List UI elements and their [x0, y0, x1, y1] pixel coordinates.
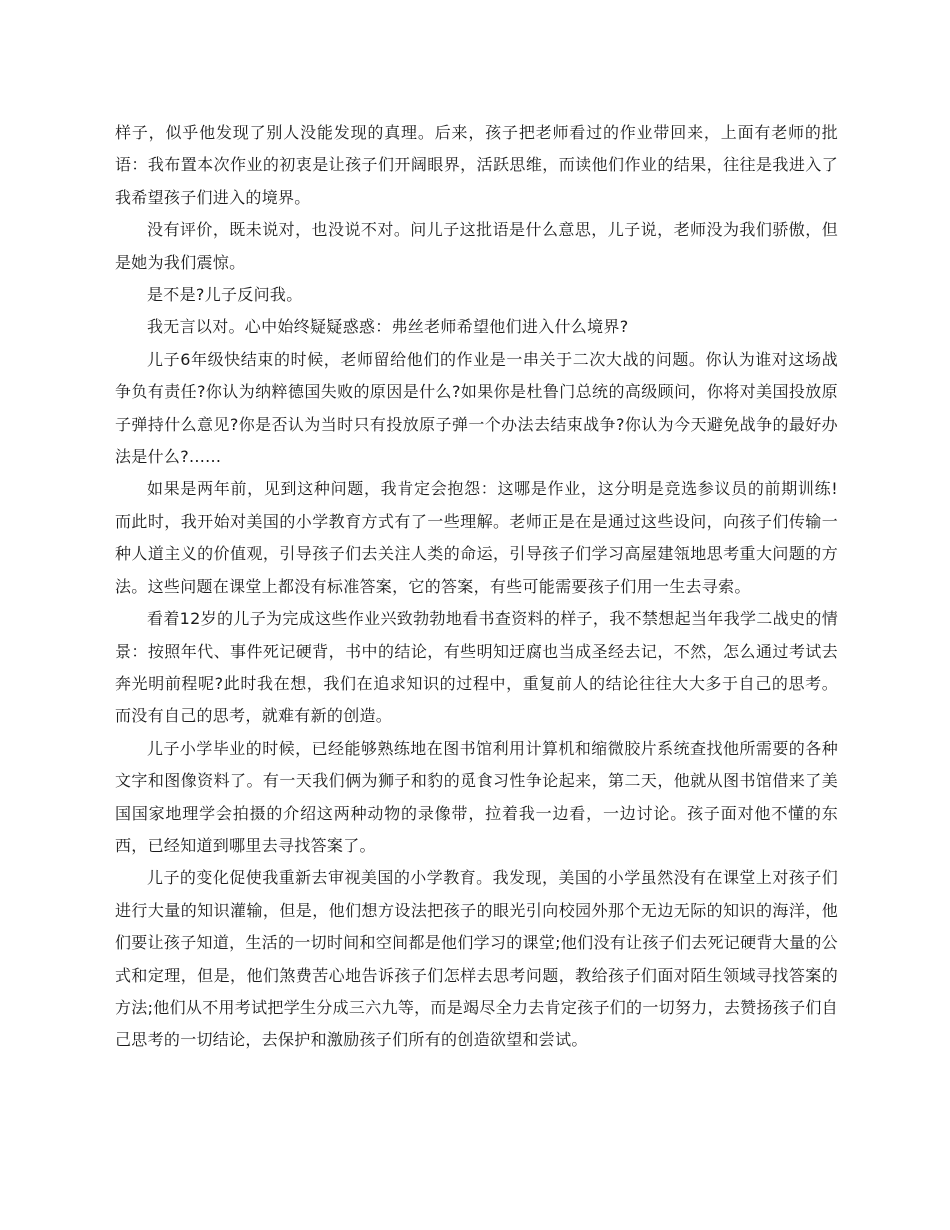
paragraph-6: 如果是两年前，见到这种问题，我肯定会抱怨：这哪是作业，这分明是竞选参议员的前期训练!而此时，我开始对美国的小学教育方式有了一些理解。老师正是在是通过这些设问，向孩子们传输一种人道主义的价值观，引导孩子们去关注人类的命运，引导孩子们学习高屋建瓴地思考重大问题的方法。这些问题在课堂上都没有标准答案，它的答案，有些可能需要孩子们用一生去寻索。: [115, 479, 838, 596]
paragraph-7: 看着12岁的儿子为完成这些作业兴致勃勃地看书查资料的样子，我不禁想起当年我学二战史的情景：按照年代、事件死记硬背，书中的结论，有些明知迂腐也当成圣经去记，不然，怎么通过考试去奔光明前程呢?此时我在想，我们在追求知识的过程中，重复前人的结论往往大大多于自己的思考。而没有自己的思考，就难有新的创造。: [115, 609, 838, 726]
paragraph-5: 儿子6年级快结束的时候，老师留给他们的作业是一串关于二次大战的问题。你认为谁对这场战争负有责任?你认为纳粹德国失败的原因是什么?如果你是杜鲁门总统的高级顾问，你将对美国投放原子弹持什么意见?你是否认为当时只有投放原子弹一个办法去结束战争?你认为今天避免战争的最好办法是什么?......: [115, 349, 838, 467]
paragraph-8: 儿子小学毕业的时候，已经能够熟练地在图书馆利用计算机和缩微胶片系统查找他所需要的各种文字和图像资料了。有一天我们俩为狮子和豹的觅食习性争论起来，第二天，他就从图书馆借来了美国国家地理学会拍摄的介绍这两种动物的录像带，拉着我一边看，一边讨论。孩子面对他不懂的东西，已经知道到哪里去寻找答案了。: [115, 738, 838, 855]
paragraph-9: 儿子的变化促使我重新去审视美国的小学教育。我发现，美国的小学虽然没有在课堂上对孩子们进行大量的知识灌输，但是，他们想方设法把孩子的眼光引向校园外那个无边无际的知识的海洋，他们要让孩子知道，生活的一切时间和空间都是他们学习的课堂;他们没有让孩子们去死记硬背大量的公式和定理，但是，他们煞费苦心地告诉孩子们怎样去思考问题，教给孩子们面对陌生领域寻找答案的方法;他们从不用考试把学生分成三六九等，而是竭尽全力去肯定孩子们的一切努力，去赞扬孩子们自己思考的一切结论，去保护和激励孩子们所有的创造欲望和尝试。: [115, 868, 838, 1050]
paragraph-4: 我无言以对。心中始终疑疑惑惑：弗丝老师希望他们进入什么境界?: [147, 317, 629, 337]
paragraph-2: 没有评价，既未说对，也没说不对。问儿子这批语是什么意思，儿子说，老师没为我们骄傲，但是她为我们震惊。: [115, 220, 838, 272]
paragraph-3: 是不是?儿子反问我。: [147, 285, 303, 305]
article-body: [115, 117, 838, 1057]
paragraph-1: 样子，似乎他发现了别人没能发现的真理。后来，孩子把老师看过的作业带回来，上面有老师的批语：我布置本次作业的初衷是让孩子们开阔眼界，活跃思维，而读他们作业的结果，往往是我进入了我希望孩子们进入的境界。: [115, 123, 838, 207]
